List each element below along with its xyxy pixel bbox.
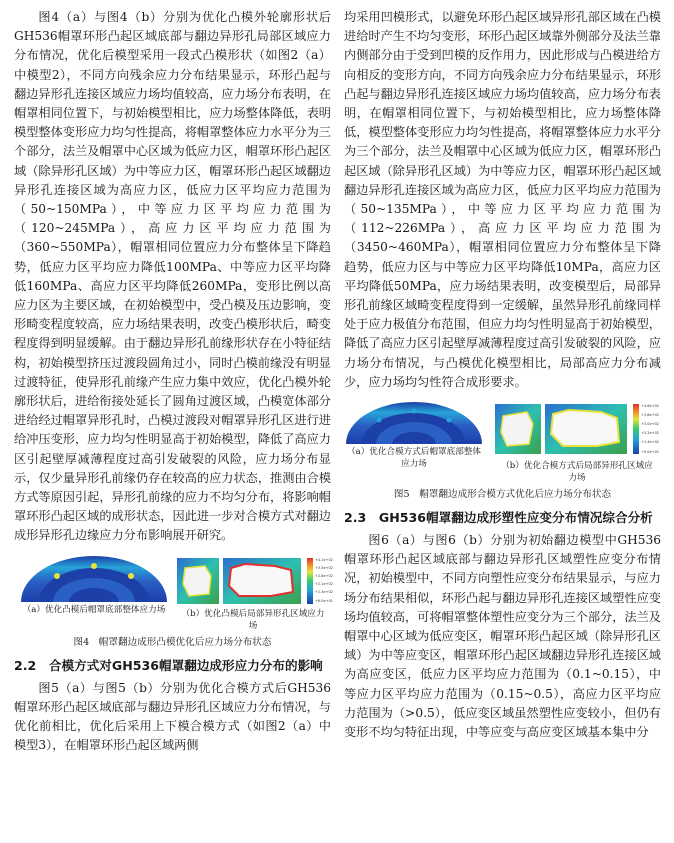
svg-text:+2.1e+02: +2.1e+02 xyxy=(315,581,334,586)
paragraph-fig5-intro: 图5（a）与图5（b）分别为优化合模方式后GH536帽罩环形凸起区域底部与翻边异形孔区域应力分布情况，与优化前相比，优化后采用上下模合模方式（如图2（a）中模型3），在帽罩环形凸起区域两侧 xyxy=(14,680,331,753)
svg-text:+3.5e+02: +3.5e+02 xyxy=(315,565,334,570)
right-column xyxy=(344,8,661,742)
section-2-2-heading: 2.2 合模方式对GH536帽罩翻边成形应力分布的影响 xyxy=(14,657,323,673)
svg-text:+5.0e+01: +5.0e+01 xyxy=(641,450,660,455)
figure-4a-panel xyxy=(14,554,174,616)
figure-4a-subcaption: （a）优化凸模后帽罩底部整体应力场 xyxy=(22,604,166,615)
paragraph-fig5-analysis: 均采用凹模形式，以避免环形凸起区域异形孔部区域在凸模进给时产生不均匀变形，环形凸起区域靠外侧部分及法兰靠内侧部分由于受到凹模的反作用力，因此形成与凸模进给方向相反的变形方向，不同方向残余应力分布结果显示，环形凸起与翻边异形孔连接区域应力场均值较高，应力场分布表明，在帽罩相同位置下，与初始模型相比，应力场整体降低，模型整体变形应力均匀性提高，将帽罩整体应力水平分为三个部分，法兰及帽罩中心区域为低应力区，帽罩环形凸起区域（除异形孔区域）为中等应力区，帽罩环形凸起区域翻边异形孔连接区域为高应力区，低应力区平均应力范围为（50~135MPa），中等应力区平均应力范围为（112~226MPa），高应力区平均应力范围为（3450~460MPa），帽罩相同位置应力分布整体呈下降趋势，低应力区与中等应力区平均降低10MPa，高应力区平均降低50MPa，应力场结果表明，改变模型后，局部异形孔前缘区域畸变程度得到一定缓解，虽然异形孔前缘同样处于应力极值分布范围，但应力均匀性明显高于初始模型，降低了高应力区引起壁厚减薄程度过高引发破裂的风险，应力场分布情况，与凸模优化模型相比，局部高应力分布减少，应力场均匀性符合成形要求。 xyxy=(344,10,661,389)
figure-5a-panel xyxy=(344,400,484,470)
paragraph-fig6-analysis: 图6（a）与图6（b）分别为初始翻边模型中GH536帽罩环形凸起区域底部与翻边异形孔区域塑性应变分布情况，初始模型中，不同方向塑性应变分布结果显示，与应力场分布结果相似，环形凸起与翻边异形孔连接区域塑性应变场均值较高，可将帽罩整体塑性应变分为三个部分，法兰及帽罩中心区域为低应变区，帽罩环形凸起区域（除异形孔区域）为中等应变区，帽罩环形凸起区域翻边异形孔连接区域为高应变区，低应力区平均应力范围为（0.1~0.15），中等应力区平均应力范围为（0.15~0.5），高应力区平均应力范围为（>0.5），低应变区域虽然塑性应变较小，但仍有变形不均匀特征出现，中等应变与高应变区域基本集中分 xyxy=(344,533,661,740)
svg-text:+2.2e+02: +2.2e+02 xyxy=(641,431,660,436)
figure-4b-image xyxy=(175,554,334,606)
svg-text:+1.4e+02: +1.4e+02 xyxy=(315,589,334,594)
svg-text:+4.1e+02: +4.1e+02 xyxy=(315,557,334,562)
paragraph-fig4-analysis: 图4（a）与图4（b）分别为优化凸模外轮廓形状后GH536帽罩环形凸起区域底部与翻边异形孔局部区域应力分布情况，优化后模型采用一段式凸模形状（如图2（a）中模型2），不同方向残余应力分布结果显示，环形凸起与翻边异形孔连接区域应力场均值较高，应力场分布表明，在帽罩相同位置下，与初始模型相比，应力场整体降低，表明模型整体变形应力均匀性提高，将帽罩整体应力水平分为三个部分，法兰及帽罩中心区域为低应力区，帽罩环形凸起区域（除异形孔区域）为中等应力区，帽罩环形凸起区域翻边异形孔连接区域为高应力区，低应力区平均应力范围为（50~150MPa），中等应力区平均应力范围为（120~245MPa），高应力区平均应力范围为（360~550MPa），帽罩相同位置应力分布整体呈下降趋势，低应力区平均应力降低100MPa、中等应力区平均降低160MPa、高应力区平均降低260MPa，变形比例以高应力区为主要区域，在初始模型中，受凸模及压边影响，变形畸变程度较高，应力场结果表明，改变凸模形状后，畸变程度得到明显缓解。由于翻边异形孔前缘形状存在小特征结构，初始模型挤压过渡段圆角过小，同时凸模前缘没有明显过渡特征，使异形孔前缘产生应力集中效应，优化凸模外轮廓形状后，进给衔接处延长了圆角过渡区域，凸模宽体部分进给经过帽罩异形孔时，凸模过渡段对帽罩异形孔区进行进给冲压变形，应力均匀性明显高于初始模型，降低了高应力区引起壁厚减薄程度过高引发破裂的风险，应力场分布显示，仅少量异形孔前缘仍存在较高的应力状态，推测由合模方式等原因引起，异形孔前缘的应力不均匀分布，将影响帽罩环形凸起区域的成形状态，因此进一步对合模方式对翻边成形异形孔边缘应力分布影响展开研究。 xyxy=(14,10,331,543)
svg-text:+3.8e+02: +3.8e+02 xyxy=(641,413,660,418)
left-column xyxy=(14,8,334,756)
figure-4-caption: 图4 帽罩翻边成形凸模优化后应力场分布状态 xyxy=(73,636,272,648)
figure-5b-panel xyxy=(493,400,661,484)
figure-5b-subcaption: （b）优化合模方式后局部异形孔区域应力场 xyxy=(501,461,653,484)
figure-5 xyxy=(344,400,661,501)
figure-4 xyxy=(14,554,334,649)
svg-text:+3.0e+02: +3.0e+02 xyxy=(641,422,660,427)
svg-text:+2.8e+02: +2.8e+02 xyxy=(315,573,334,578)
figure-5a-image xyxy=(344,400,484,444)
figure-5a-subcaption: （a）优化合模方式后帽罩底部整体应力场 xyxy=(346,447,482,470)
section-2-3-heading: 2.3 GH536帽罩翻边成形塑性应变分布情况综合分析 xyxy=(344,510,653,526)
figure-5b-image xyxy=(493,400,661,458)
svg-text:+6.0e+01: +6.0e+01 xyxy=(315,598,334,603)
figure-5-caption: 图5 帽罩翻边成形合模方式优化后应力场分布状态 xyxy=(393,489,612,501)
figure-4b-subcaption: （b）优化凸模后局部异形孔区域应力场 xyxy=(181,608,325,631)
figure-4b-panel xyxy=(175,554,334,632)
svg-text:+4.6e+02: +4.6e+02 xyxy=(641,404,660,409)
svg-text:+1.4e+02: +1.4e+02 xyxy=(641,440,660,445)
figure-4a-image xyxy=(19,554,169,602)
